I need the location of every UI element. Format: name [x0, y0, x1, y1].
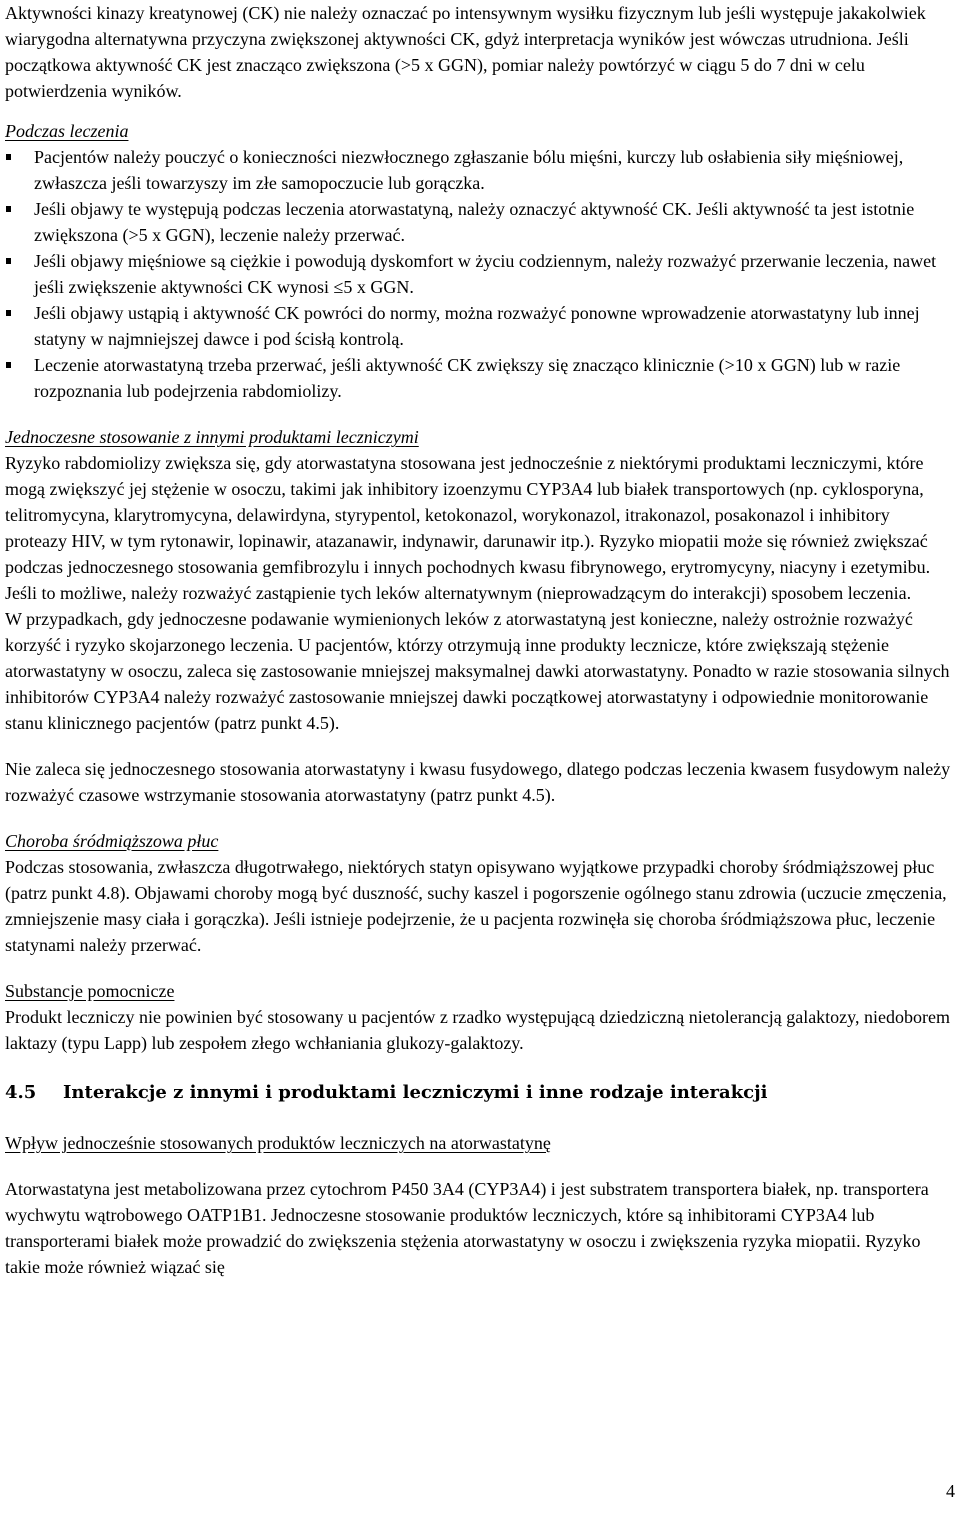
- concomitant-paragraph-2: W przypadkach, gdy jednoczesne podawanie wymienionych leków z atorwastatyną jest konieczne, należy ostrożnie rozważyć korzyść i ryzyko skojarzonego leczenia. U pacjentów, którzy otrzymują inne produkty lecznicze, które zwiększają stężenie atorwastatyny w osoczu, zaleca się zastosowanie mniejszej maksymalnej dawki atorwastatyny. Ponadto w razie stosowania silnych inhibitorów CYP3A4 należy rozważyć zastosowanie mniejszej dawki początkowej atorwastatyny i odpowiednie monitorowanie stanu klinicznego pacjentów (patrz punkt 4.5).: [5, 609, 950, 733]
- during-treatment-list: [5, 144, 955, 404]
- concomitant-paragraph-1: Ryzyko rabdomiolizy zwiększa się, gdy atorwastatyna stosowana jest jednocześnie z niektórymi produktami leczniczymi, które mogą zwiększyć jej stężenie w osoczu, takimi jak inhibitory izoenzymu CYP3A4 lub białek transportowych (np. cyklosporyna, telitromycyna, klarytromycyna, delawirdyna, styrypentol, ketokonazol, worykonazol, itrakonazol, posakonazol i inhibitory proteazy HIV, w tym rytonawir, lopinawir, atazanawir, indynawir, darunawir itp.). Ryzyko miopatii może się również zwiększać podczas jednoczesnego stosowania gemfibrozylu i innych pochodnych kwasu fibrynowego, erytromycyny, niacyny i ezetymibu. Jeśli to możliwe, należy rozważyć zastąpienie tych leków alternatywnym (nieprowadzącym do interakcji) sposobem leczenia.: [5, 453, 931, 603]
- section-paragraph: Atorwastatyna jest metabolizowana przez cytochrom P450 3A4 (CYP3A4) i jest substratem transportera białek, np. transportera wychwytu wątrobowego OATP1B1. Jednoczesne stosowanie produktów leczniczych, które są inhibitorami CYP3A4 lub transporterami białek może prowadzić do zwiększenia stężenia atorwastatyny w osoczu i zwiększenia ryzyka miopatii. Ryzyko takie może również wiązać się: [5, 1179, 929, 1277]
- list-item: [5, 144, 955, 196]
- list-item: [5, 248, 955, 300]
- bullet-icon: [6, 258, 11, 264]
- list-item-text: Jeśli objawy te występują podczas leczenia atorwastatyną, należy oznaczyć aktywność CK. Jeśli aktywność ta jest istotnie zwiększona (>5 x GGN), leczenie należy przerwać.: [34, 199, 915, 245]
- ild-heading: Choroba śródmiąższowa płuc: [5, 831, 219, 851]
- concomitant-heading: Jednoczesne stosowanie z innymi produktami leczniczymi: [5, 427, 419, 447]
- bullet-icon: [6, 154, 11, 160]
- page-number: 4: [946, 1481, 955, 1501]
- list-item: [5, 352, 955, 404]
- document-page: [5, 0, 955, 1280]
- excipients-paragraph: Produkt leczniczy nie powinien być stosowany u pacjentów z rzadko występującą dziedziczną nietolerancją galaktozy, niedoborem laktazy (typu Lapp) lub zespołem złego wchłaniania glukozy-galaktozy.: [5, 1007, 950, 1053]
- list-item-text: Jeśli objawy mięśniowe są ciężkie i powodują dyskomfort w życiu codziennym, należy rozważyć przerwanie leczenia, nawet jeśli zwiększenie aktywności CK wynosi ≤5 x GGN.: [34, 251, 937, 297]
- excipients-heading: Substancje pomocnicze: [5, 981, 175, 1001]
- ild-paragraph: Podczas stosowania, zwłaszcza długotrwałego, niektórych statyn opisywano wyjątkowe przypadki choroby śródmiąższowej płuc (patrz punkt 4.8). Objawami choroby mogą być duszność, suchy kaszel i pogorszenie ogólnego stanu zdrowia (uczucie zmęczenia, zmniejszenie masy ciała i gorączka). Jeśli istnieje podejrzenie, że u pacjenta rozwinęła się choroba śródmiąższowa płuc, leczenie statynami należy przerwać.: [5, 857, 947, 955]
- bullet-icon: [6, 206, 11, 212]
- list-item: [5, 300, 955, 352]
- section-title: Interakcje z innymi i produktami leczniczymi i inne rodzaje interakcji: [63, 1082, 768, 1103]
- section-heading: [5, 1080, 955, 1106]
- list-item-text: Jeśli objawy ustąpią i aktywność CK powróci do normy, można rozważyć ponowne wprowadzenie atorwastatyny lub innej statyny w najmniejszej dawce i pod ścisłą kontrolą.: [34, 303, 920, 349]
- concomitant-paragraph-3: Nie zaleca się jednoczesnego stosowania atorwastatyny i kwasu fusydowego, dlatego podczas leczenia kwasem fusydowym należy rozważyć czasowe wstrzymanie stosowania atorwastatyny (patrz punkt 4.5).: [5, 759, 951, 805]
- during-treatment-heading: Podczas leczenia: [5, 121, 129, 141]
- list-item: [5, 196, 955, 248]
- list-item-text: Leczenie atorwastatyną trzeba przerwać, jeśli aktywność CK zwiększy się znacząco klinicznie (>10 x GGN) lub w razie rozpoznania lub podejrzenia rabdomiolizy.: [34, 355, 901, 401]
- section-subheading: Wpływ jednocześnie stosowanych produktów leczniczych na atorwastatynę: [5, 1133, 551, 1153]
- bullet-icon: [6, 310, 11, 316]
- intro-paragraph: Aktywności kinazy kreatynowej (CK) nie należy oznaczać po intensywnym wysiłku fizycznym lub jeśli występuje jakakolwiek wiarygodna alternatywna przyczyna zwiększonej aktywności CK, gdyż interpretacja wyników jest wówczas utrudniona. Jeśli początkowa aktywność CK jest znacząco zwiększona (>5 x GGN), pomiar należy powtórzyć w ciągu 5 do 7 dni w celu potwierdzenia wyników.: [5, 3, 926, 101]
- bullet-icon: [6, 362, 11, 368]
- section-number: 4.5: [5, 1082, 37, 1103]
- list-item-text: Pacjentów należy pouczyć o konieczności niezwłocznego zgłaszanie bólu mięśni, kurczy lub osłabienia siły mięśniowej, zwłaszcza jeśli towarzyszy im złe samopoczucie lub gorączka.: [34, 147, 904, 193]
